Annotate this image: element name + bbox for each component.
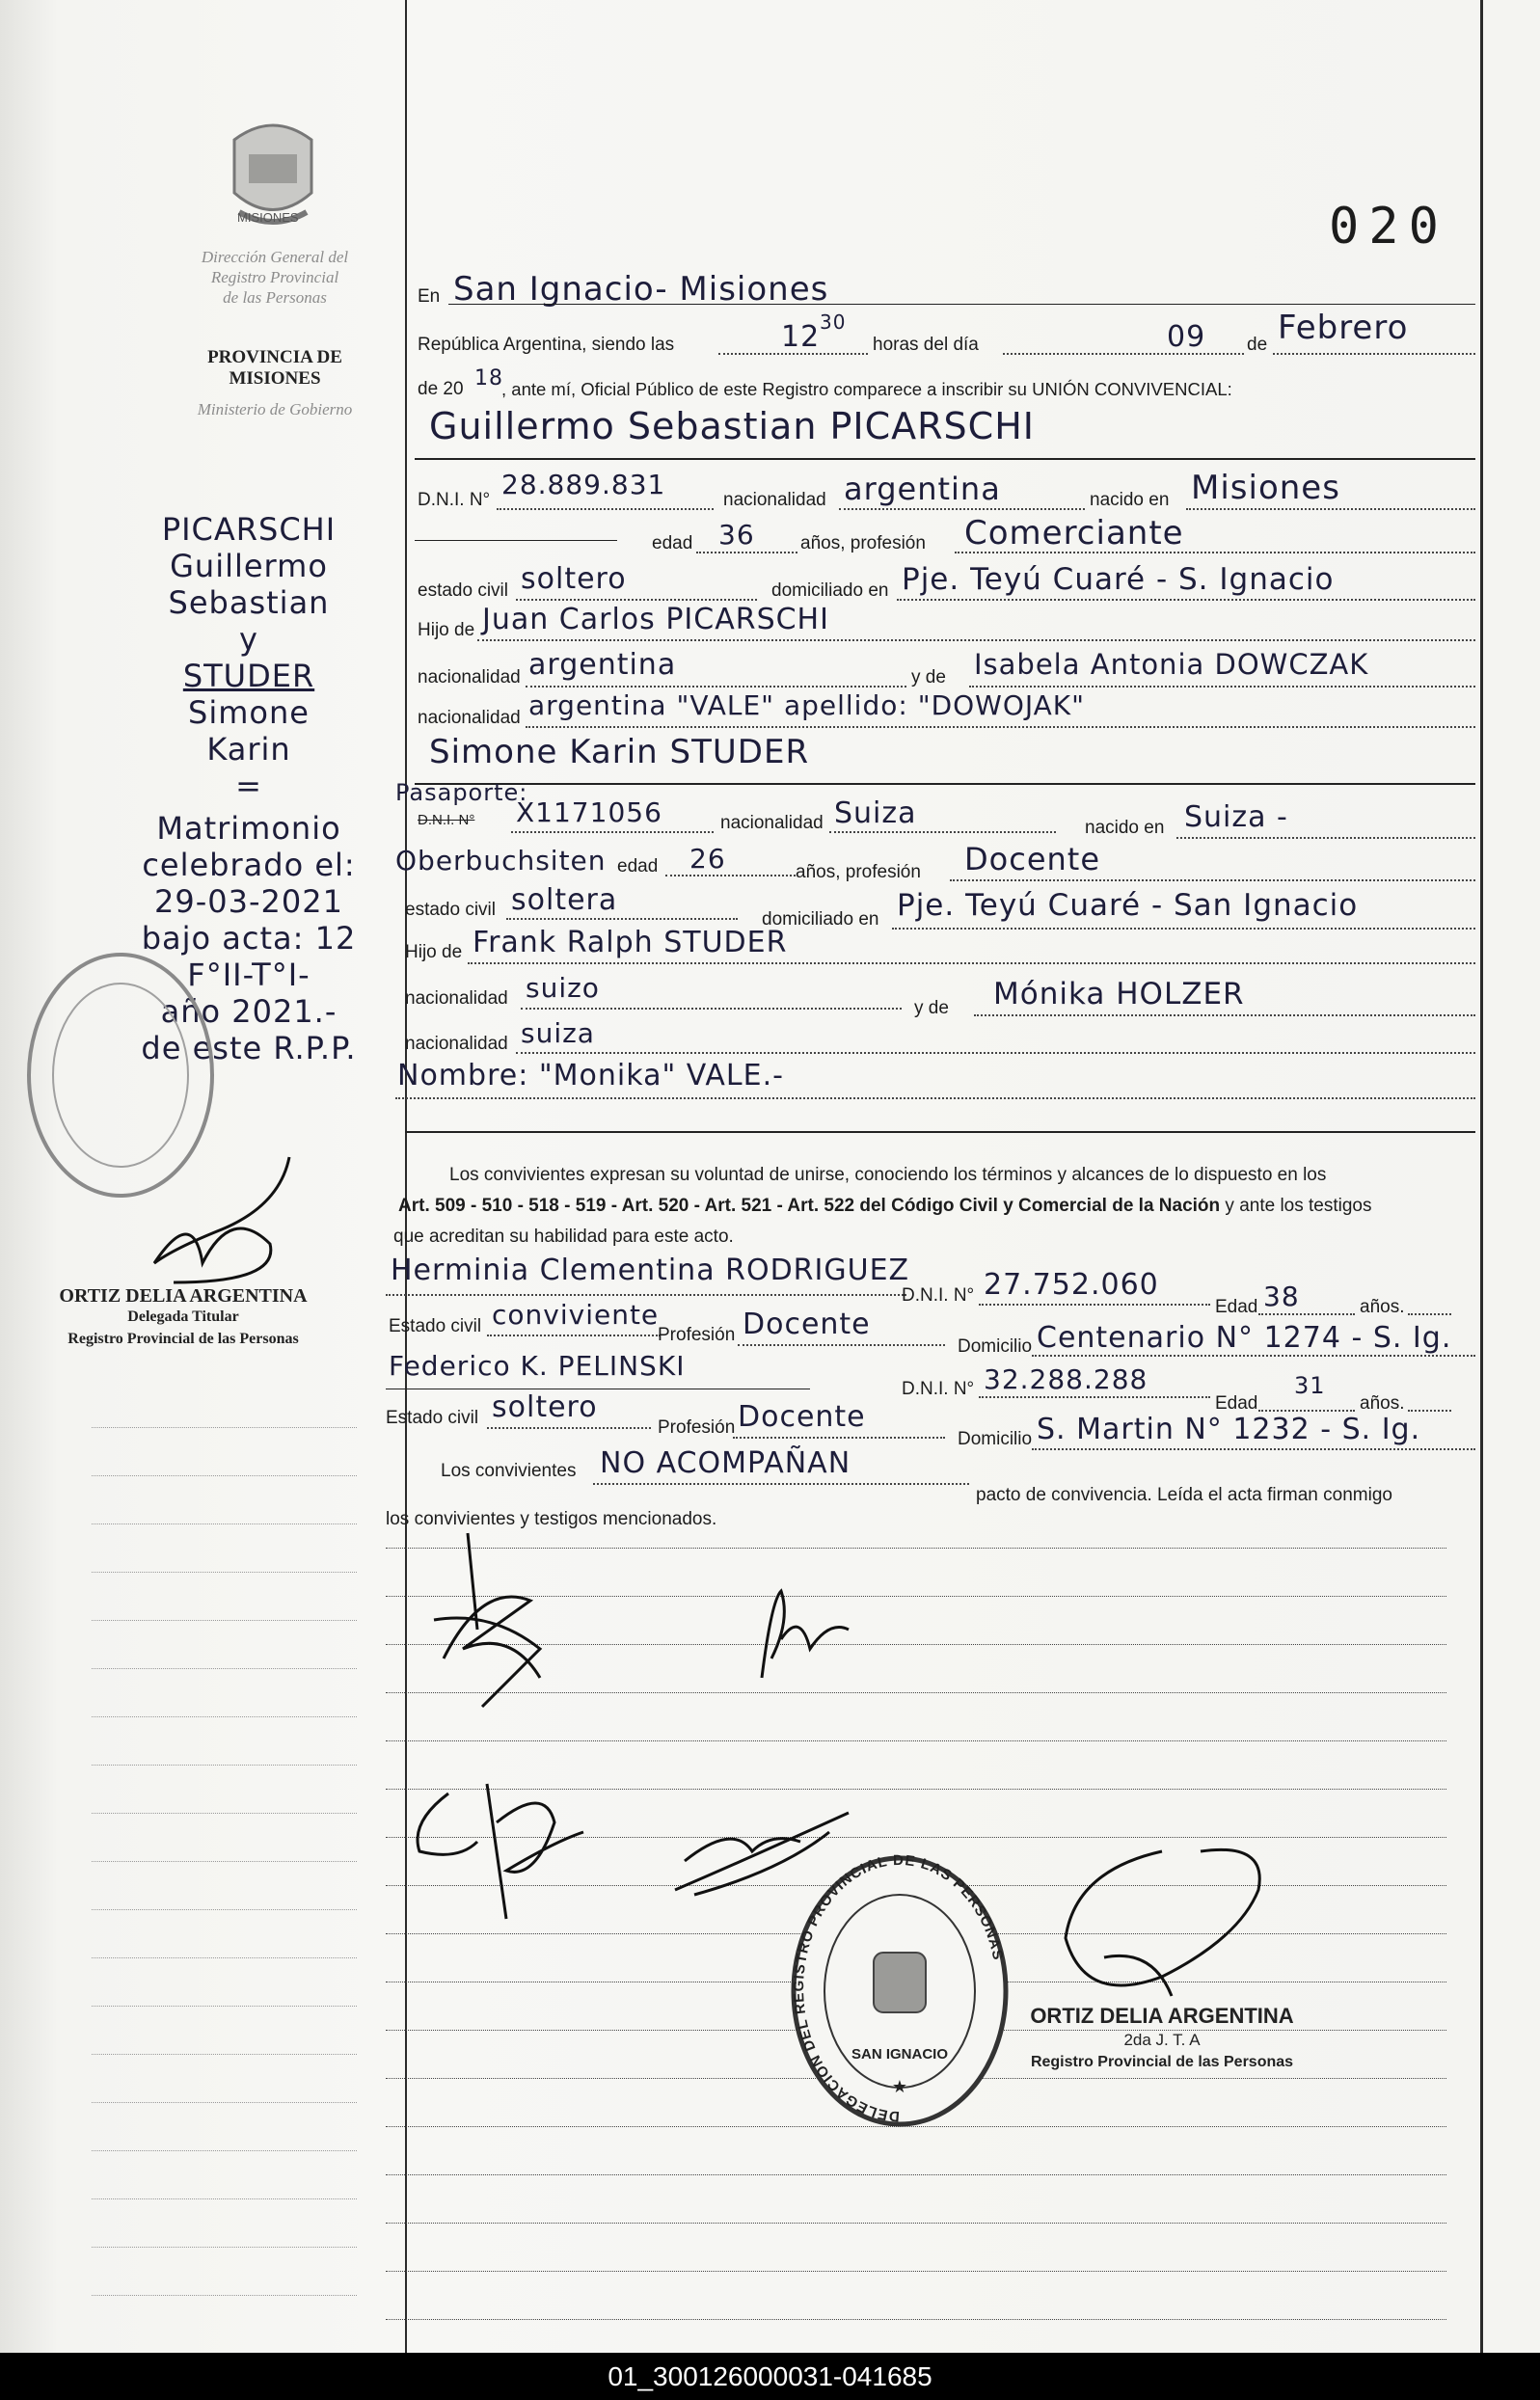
field-w1-name: Herminia Clementina RODRIGUEZ bbox=[391, 1254, 910, 1287]
label-en: En bbox=[418, 286, 441, 307]
field-p1-mother-nac: argentina "VALE" apellido: "DOWOJAK" bbox=[528, 689, 1086, 721]
note-line: F°II-T°I- bbox=[187, 957, 311, 993]
rule bbox=[829, 831, 1056, 833]
field-place: San Ignacio- Misiones bbox=[453, 270, 829, 309]
field-p2-name: Simone Karin STUDER bbox=[429, 733, 810, 771]
label-w-dni: D.N.I. N° bbox=[902, 1285, 975, 1306]
note-line: Matrimonio bbox=[156, 810, 341, 847]
note-line: bajo acta: 12 bbox=[141, 920, 357, 957]
field-p1-age: 36 bbox=[718, 519, 755, 551]
rule bbox=[950, 879, 1475, 881]
field-w2-prof: Docente bbox=[738, 1400, 866, 1434]
scan-id-footer: 01_300126000031-041685 bbox=[0, 2353, 1540, 2400]
note-line: año 2021.- bbox=[160, 993, 338, 1030]
stamp-star-icon: ★ bbox=[891, 2077, 908, 2096]
rule bbox=[892, 928, 1475, 930]
field-p2-born: Suiza - bbox=[1184, 800, 1288, 834]
field-w1-estado: conviviente bbox=[492, 1299, 660, 1331]
field-w2-dni: 32.288.288 bbox=[984, 1363, 1148, 1395]
ministry-line: Dirección General del bbox=[201, 248, 349, 266]
province-line: PROVINCIA DE bbox=[207, 347, 342, 367]
body-articles: Art. 509 - 510 - 518 - 519 - Art. 520 - Art. 521 - Art. 522 del Código Civil y Comercial de la Nación bbox=[398, 1196, 1221, 1216]
field-p1-father: Juan Carlos PICARSCHI bbox=[482, 603, 829, 636]
rule bbox=[415, 540, 617, 541]
signature-3 bbox=[400, 1765, 603, 1938]
field-p2-father-nac: suizo bbox=[526, 972, 600, 1004]
field-p2-nac: Suiza bbox=[834, 796, 917, 830]
note-line: = bbox=[235, 768, 262, 804]
label-domiciliado: domiciliado en bbox=[771, 580, 889, 601]
field-p1-name: Guillermo Sebastian PICARSCHI bbox=[429, 405, 1035, 447]
field-w1-dni: 27.752.060 bbox=[984, 1268, 1159, 1302]
rule bbox=[516, 1052, 1475, 1054]
crest-label: MISIONES bbox=[237, 210, 299, 225]
label-de-20: de 20 bbox=[418, 379, 464, 399]
label-w-edad: Edad bbox=[1215, 1297, 1258, 1317]
rule bbox=[979, 1304, 1210, 1306]
label-de: de bbox=[1247, 335, 1268, 355]
rule bbox=[487, 1335, 661, 1336]
note-line: STUDER bbox=[182, 658, 315, 694]
rule bbox=[487, 1427, 651, 1429]
label-edad: edad bbox=[617, 856, 659, 876]
field-p2-mother-nac: suiza bbox=[521, 1017, 595, 1049]
field-month: Febrero bbox=[1278, 309, 1409, 347]
label-estado-civil: estado civil bbox=[418, 580, 508, 601]
field-hour: 12 bbox=[781, 320, 821, 354]
rule bbox=[468, 962, 1475, 964]
rule bbox=[696, 552, 797, 553]
rule bbox=[1408, 1313, 1451, 1315]
field-p1-dom: Pje. Teyú Cuaré - S. Ignacio bbox=[902, 562, 1335, 597]
rule bbox=[897, 599, 1475, 601]
rule bbox=[593, 1483, 969, 1485]
label-w-dni: D.N.I. N° bbox=[902, 1379, 975, 1399]
label-anos-profesion: años, profesión bbox=[800, 533, 926, 553]
field-w2-dom: S. Martin N° 1232 - S. Ig. bbox=[1037, 1413, 1421, 1446]
label-y-de: y de bbox=[911, 667, 946, 688]
rule bbox=[516, 599, 757, 601]
label-w-dom: Domicilio bbox=[958, 1336, 1033, 1357]
field-p2-prof: Docente bbox=[964, 841, 1101, 877]
label-hijo-de: Hijo de bbox=[405, 942, 463, 962]
label-w-estado: Estado civil bbox=[386, 1408, 479, 1428]
field-w1-prof: Docente bbox=[743, 1308, 871, 1341]
stamp-ring-text: DELEGACION DEL REGISTRO PROVINCIAL DE LAS PERSONAS bbox=[790, 1851, 1007, 2125]
field-w2-estado: soltero bbox=[492, 1390, 598, 1424]
rule bbox=[665, 875, 796, 876]
label-anos-profesion: años, profesión bbox=[796, 862, 921, 882]
rule bbox=[733, 1437, 945, 1439]
label-nacionalidad: nacionalidad bbox=[418, 667, 521, 688]
label-dni-struck: D.N.I. N° bbox=[418, 812, 475, 828]
label-w-prof: Profesión bbox=[658, 1417, 736, 1438]
rule bbox=[979, 1396, 1210, 1398]
body-line-2 bbox=[398, 1196, 1372, 1217]
field-p2-mother-note: Nombre: "Monika" VALE.- bbox=[397, 1059, 784, 1092]
note-line: celebrado el: bbox=[142, 847, 356, 883]
official-stamp-role: 2da J. T. A bbox=[1123, 2031, 1201, 2049]
rule bbox=[1003, 353, 1244, 355]
right-border bbox=[1480, 0, 1483, 2353]
rule bbox=[1273, 353, 1475, 355]
field-w2-age: 31 bbox=[1294, 1372, 1326, 1399]
field-p2-dom: Pje. Teyú Cuaré - San Ignacio bbox=[897, 888, 1359, 923]
note-line: PICARSCHI bbox=[161, 511, 337, 548]
field-p1-nac: argentina bbox=[844, 471, 1001, 507]
margin-divider bbox=[405, 0, 407, 2353]
note-line: Guillermo bbox=[170, 548, 328, 584]
label-w-anos: años. bbox=[1360, 1393, 1405, 1414]
label-w-prof: Profesión bbox=[658, 1325, 736, 1345]
rule bbox=[477, 639, 1475, 641]
rule bbox=[1032, 1355, 1475, 1357]
rule bbox=[506, 918, 738, 920]
field-w1-age: 38 bbox=[1263, 1281, 1300, 1312]
province-heading bbox=[164, 347, 386, 390]
body-line-1: Los convivientes expresan su voluntad de unirse, conociendo los términos y alcances de lo dispuesto en los bbox=[449, 1165, 1327, 1185]
body-line-3: que acreditan su habilidad para este acto. bbox=[393, 1227, 734, 1247]
note-line: Karin bbox=[206, 731, 291, 768]
label-nacionalidad: nacionalidad bbox=[405, 988, 508, 1009]
rule bbox=[839, 508, 1085, 510]
field-w2-name: Federico K. PELINSKI bbox=[389, 1350, 686, 1382]
province-line: MISIONES bbox=[229, 368, 321, 389]
ministry-subheading: Ministerio de Gobierno bbox=[197, 400, 353, 418]
rule bbox=[521, 1008, 902, 1010]
field-p2-father: Frank Ralph STUDER bbox=[473, 926, 788, 959]
body-line-2-rest: y ante los testigos bbox=[1220, 1196, 1372, 1216]
field-p2-estado: soltera bbox=[511, 883, 618, 917]
note-line: Sebastian bbox=[168, 584, 330, 621]
label-horas: horas del día bbox=[873, 335, 979, 355]
note-line: Simone bbox=[188, 694, 310, 731]
rule bbox=[448, 304, 1475, 305]
label-ante-mi: , ante mí, Oficial Público de este Registro comparece a inscribir su UNIÓN CONVIVENCIAL: bbox=[501, 379, 1232, 399]
field-p1-dni: 28.889.831 bbox=[501, 469, 666, 500]
label-nacionalidad: nacionalidad bbox=[723, 490, 826, 510]
rule bbox=[969, 686, 1475, 688]
label-pact-c: los convivientes y testigos mencionados. bbox=[386, 1509, 717, 1529]
rule bbox=[415, 458, 1475, 460]
rule bbox=[1408, 1410, 1451, 1412]
label-w-dom: Domicilio bbox=[958, 1429, 1033, 1449]
label-y-de: y de bbox=[914, 998, 949, 1018]
rule bbox=[738, 1344, 945, 1346]
rule bbox=[1032, 1448, 1475, 1450]
note-line: y bbox=[239, 621, 258, 658]
label-estado-civil: estado civil bbox=[405, 900, 496, 920]
stamp-center-text: SAN IGNACIO bbox=[851, 2046, 949, 2063]
label-pact-b: pacto de convivencia. Leída el acta firman conmigo bbox=[976, 1485, 1392, 1505]
signature-2 bbox=[743, 1581, 858, 1687]
rule bbox=[955, 552, 1475, 553]
rule bbox=[395, 1097, 1475, 1099]
round-official-stamp bbox=[789, 1851, 1011, 2131]
rule bbox=[1186, 508, 1475, 510]
field-p2-age: 26 bbox=[689, 843, 726, 875]
label-w-edad: Edad bbox=[1215, 1393, 1258, 1414]
label-pact-a: Los convivientes bbox=[441, 1461, 577, 1481]
rule bbox=[526, 726, 1475, 728]
margin-stamp-office: Registro Provincial de las Personas bbox=[68, 1331, 299, 1347]
field-w1-dom: Centenario N° 1274 - S. Ig. bbox=[1037, 1321, 1452, 1355]
signature-1 bbox=[424, 1524, 569, 1736]
field-day: 09 bbox=[1167, 320, 1206, 354]
official-stamp-name: ORTIZ DELIA ARGENTINA bbox=[1030, 2004, 1294, 2028]
label-dni: D.N.I. N° bbox=[418, 490, 491, 510]
rule bbox=[1176, 837, 1475, 839]
ministry-heading bbox=[164, 247, 386, 308]
rule bbox=[1258, 1410, 1355, 1412]
field-year: 18 bbox=[474, 366, 503, 391]
field-p1-born: Misiones bbox=[1191, 469, 1340, 507]
official-stamp-office: Registro Provincial de las Personas bbox=[1030, 2054, 1294, 2070]
field-p1-estado: soltero bbox=[521, 562, 627, 596]
field-p2-doc-type: Pasaporte: bbox=[395, 779, 528, 806]
field-p1-mother: Isabela Antonia DOWCZAK bbox=[974, 648, 1369, 681]
rule bbox=[497, 508, 714, 510]
field-p1-prof: Comerciante bbox=[964, 514, 1184, 553]
label-republica: República Argentina, siendo las bbox=[418, 335, 675, 355]
province-crest-icon bbox=[220, 111, 326, 227]
label-nacido: nacido en bbox=[1085, 818, 1165, 838]
field-p2-born-cont: Oberbuchsiten bbox=[395, 845, 607, 876]
label-nacionalidad: nacionalidad bbox=[405, 1034, 508, 1054]
label-domiciliado: domiciliado en bbox=[762, 909, 879, 930]
rule bbox=[386, 1294, 906, 1296]
label-nacido: nacido en bbox=[1090, 490, 1170, 510]
field-p2-mother: Mónika HOLZER bbox=[993, 977, 1245, 1011]
label-w-anos: años. bbox=[1360, 1297, 1405, 1317]
label-nacionalidad: nacionalidad bbox=[720, 813, 824, 833]
field-p2-doc: X1171056 bbox=[516, 796, 662, 828]
rule bbox=[1258, 1313, 1355, 1315]
label-nacionalidad: nacionalidad bbox=[418, 708, 521, 728]
ministry-line: de las Personas bbox=[223, 288, 327, 307]
rule bbox=[415, 783, 1475, 785]
margin-stamp-role: Delegada Titular bbox=[127, 1308, 239, 1325]
field-pact: NO ACOMPAÑAN bbox=[600, 1446, 851, 1480]
note-line: 29-03-2021 bbox=[154, 883, 343, 920]
margin-stamp-name: ORTIZ DELIA ARGENTINA bbox=[59, 1285, 308, 1307]
label-hijo-de: Hijo de bbox=[418, 620, 475, 640]
signature-5 bbox=[1046, 1832, 1278, 2025]
rule bbox=[511, 831, 714, 833]
label-w-estado: Estado civil bbox=[389, 1316, 482, 1336]
note-line: de este R.P.P. bbox=[141, 1030, 357, 1066]
rule bbox=[974, 1014, 1475, 1016]
folio-number: 020 bbox=[1329, 198, 1448, 256]
field-p1-father-nac: argentina bbox=[528, 648, 677, 682]
rule bbox=[526, 686, 906, 688]
ministry-line: Registro Provincial bbox=[210, 268, 339, 286]
label-edad: edad bbox=[652, 533, 693, 553]
field-minutes: 30 bbox=[820, 310, 847, 334]
rule bbox=[405, 1131, 1475, 1133]
margin-signature bbox=[135, 1147, 318, 1292]
